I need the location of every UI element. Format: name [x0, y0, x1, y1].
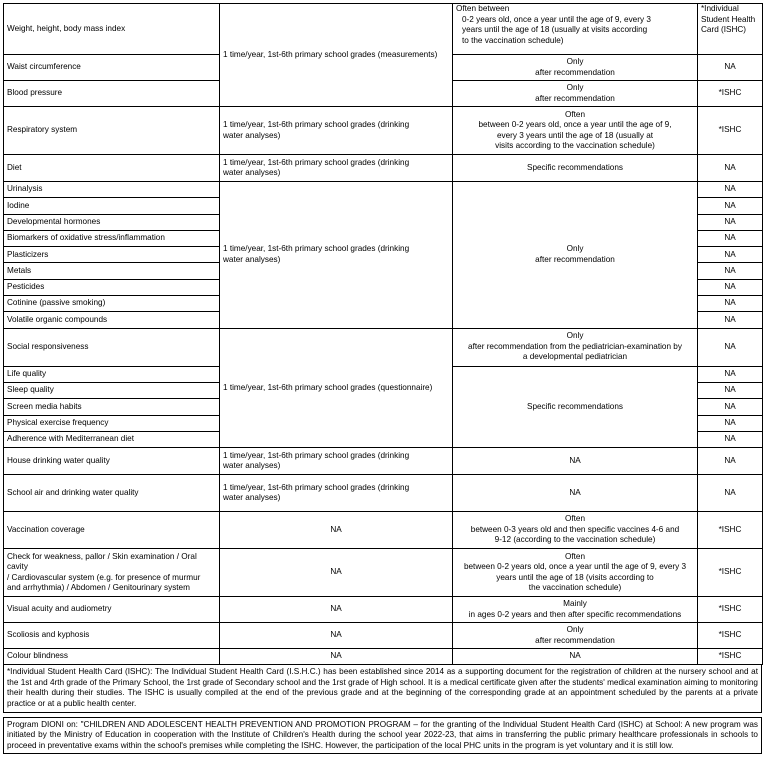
recommendation-cell	[453, 623, 698, 649]
text-line: water analyses)	[223, 168, 281, 177]
recommendation-cell: Specific recommendations	[453, 366, 698, 447]
parameter-cell: Respiratory system	[4, 107, 220, 155]
table-row	[4, 4, 763, 55]
frequency-cell: NA	[220, 549, 453, 597]
recommendation-cell: Specific recommendations	[453, 155, 698, 182]
table-row	[4, 512, 763, 549]
card-cell: NA	[698, 431, 763, 447]
text-line: 1 time/year, 1st-6th primary school grades (drinking	[223, 482, 410, 492]
card-cell: NA	[698, 55, 763, 81]
parameter-cell: Weight, height, body mass index	[4, 4, 220, 55]
recommendation-cell	[453, 328, 698, 366]
table-row	[4, 623, 763, 649]
card-cell: *ISHC	[698, 512, 763, 549]
card-cell: NA	[698, 279, 763, 295]
recommendation-cell	[453, 597, 698, 623]
frequency-cell: NA	[220, 512, 453, 549]
text-line: water analyses)	[223, 493, 281, 503]
recommendation-cell: NA	[453, 448, 698, 475]
recommendation-cell	[453, 81, 698, 107]
card-cell: *ISHC	[698, 623, 763, 649]
card-cell: *ISHC	[698, 649, 763, 665]
text-line: every 3 years until the age of 18 (usually at	[496, 130, 654, 140]
parameter-cell: Scoliosis and kyphosis	[4, 623, 220, 649]
card-cell: NA	[698, 198, 763, 214]
parameter-cell: Developmental hormones	[4, 214, 220, 230]
text-line: 1 time/year, 1st-6th primary school grades (drinking	[223, 157, 410, 167]
text-line: Student Health	[701, 14, 756, 24]
table-row	[4, 328, 763, 366]
table-row	[4, 549, 763, 597]
recommendation-cell: NA	[453, 475, 698, 512]
parameter-cell: Plasticizers	[4, 247, 220, 263]
text-line: 1 time/year, 1st-6th primary school grades (drinking	[223, 450, 410, 460]
frequency-cell	[220, 475, 453, 512]
text-line: Often	[564, 551, 586, 561]
parameter-cell: Colour blindness	[4, 649, 220, 665]
parameter-cell: School air and drinking water quality	[4, 475, 220, 512]
text-line: 1 time/year, 1st-6th primary school grades (drinking	[223, 120, 410, 129]
text-line: Often	[564, 514, 586, 524]
text-line: water analyses)	[223, 461, 281, 471]
card-cell: NA	[698, 214, 763, 230]
frequency-cell	[220, 448, 453, 475]
frequency-cell: NA	[220, 623, 453, 649]
card-cell: *ISHC	[698, 597, 763, 623]
card-cell: *ISHC	[698, 81, 763, 107]
text-line: Only	[566, 244, 584, 254]
frequency-cell: NA	[220, 597, 453, 623]
card-cell: NA	[698, 155, 763, 182]
table-row	[4, 475, 763, 512]
recommendation-cell	[453, 182, 698, 329]
parameter-cell: Social responsiveness	[4, 328, 220, 366]
text-line: *Individual	[701, 4, 739, 13]
card-cell: NA	[698, 415, 763, 431]
card-cell: NA	[698, 263, 763, 279]
card-cell: NA	[698, 448, 763, 475]
program-footnote: Program DIONI on: "CHILDREN AND ADOLESCENT HEALTH PREVENTION AND PROMOTION PROGRAM – for the granting of the Individual Student Health Card (ISHC) at School: A new program was initiated by the Ministry of Education in cooperation with the Institute of Children's Health during the school year 2022-23, that aims in transferring the public primary healthcare professionals in schools to proceed in preventative exams within the school's premises while completing the ISHC. However, the participation of the local PHC units in the program is yet voluntary and it is still low.	[3, 717, 762, 755]
text-line: Often	[564, 109, 586, 119]
card-cell: NA	[698, 230, 763, 246]
screening-table	[3, 3, 763, 665]
parameter-cell: Metals	[4, 263, 220, 279]
parameter-cell: Waist circumference	[4, 55, 220, 81]
text-line: Only	[566, 331, 584, 341]
frequency-cell: NA	[220, 649, 453, 665]
text-line: and arrhythmia) / Abdomen / Genitourinary system	[7, 583, 190, 593]
recommendation-cell	[453, 512, 698, 549]
text-line: after recommendation	[535, 635, 615, 645]
parameter-cell: Life quality	[4, 366, 220, 382]
recommendation-cell	[453, 55, 698, 81]
text-line: Card (ISHC)	[701, 25, 747, 34]
text-line: Only	[566, 625, 584, 635]
text-line: after recommendation	[535, 93, 615, 103]
parameter-cell: Cotinine (passive smoking)	[4, 296, 220, 312]
parameter-cell: Blood pressure	[4, 81, 220, 107]
parameter-cell: Urinalysis	[4, 182, 220, 198]
text-line: 1 time/year, 1st-6th primary school grades (drinking	[223, 244, 410, 254]
text-line: years until the age of 18 (usually at visits according	[462, 25, 648, 34]
text-line: between 0-3 years old and then specific vaccines 4-6 and	[470, 524, 680, 534]
parameter-cell: Iodine	[4, 198, 220, 214]
frequency-cell	[220, 155, 453, 182]
table-row	[4, 448, 763, 475]
recommendation-cell	[453, 107, 698, 155]
parameter-cell: Volatile organic compounds	[4, 312, 220, 328]
text-line: Often between	[456, 4, 510, 13]
table-row	[4, 107, 763, 155]
recommendation-cell	[453, 549, 698, 597]
text-line: 9-12 (according to the vaccination schedule)	[494, 535, 656, 545]
parameter-cell: Biomarkers of oxidative stress/inflammation	[4, 230, 220, 246]
text-line: after recommendation	[535, 254, 615, 264]
frequency-cell	[220, 107, 453, 155]
parameter-cell: Adherence with Mediterranean diet	[4, 431, 220, 447]
table-row	[4, 649, 763, 665]
card-cell: NA	[698, 399, 763, 415]
parameter-cell: Vaccination coverage	[4, 512, 220, 549]
document	[3, 3, 762, 754]
text-line: Only	[566, 83, 584, 92]
text-line: a developmental pediatrician	[522, 352, 628, 362]
parameter-cell: Diet	[4, 155, 220, 182]
text-line: after recommendation from the pediatrician-examination by	[468, 341, 682, 351]
table-row	[4, 155, 763, 182]
text-line: Only	[566, 57, 584, 66]
card-cell: NA	[698, 247, 763, 263]
text-line: visits according to the vaccination schedule)	[495, 141, 655, 150]
text-line: water analyses)	[223, 254, 281, 264]
table-row	[4, 597, 763, 623]
parameter-cell: House drinking water quality	[4, 448, 220, 475]
parameter-cell: Screen media habits	[4, 399, 220, 415]
card-cell: *ISHC	[698, 107, 763, 155]
parameter-cell	[4, 549, 220, 597]
text-line: / Cardiovascular system (e.g. for presence of murmur	[7, 572, 201, 582]
text-line: between 0-2 years old, once a year until the age of 9, every 3	[463, 562, 687, 572]
frequency-cell: 1 time/year, 1st-6th primary school grades (measurements)	[220, 4, 453, 107]
card-cell: NA	[698, 366, 763, 382]
card-cell: *ISHC	[698, 549, 763, 597]
text-line: years until the age of 18 (visits according to	[496, 572, 654, 582]
card-cell: NA	[698, 475, 763, 512]
text-line: water analyses)	[223, 130, 281, 140]
ishc-footnote: *Individual Student Health Card (ISHC): The Individual Student Health Card (I.S.H.C.) has been established since 2014 as a supporting document for the registration of children at the nursery school and at the 1st and 4rth grade of the Primary School, the 1rst grade of Secondary school and the 1rst grade of High school. It is a medical certificate given after the students' medical examination aiming to monitoring their health during their studies. The ISHC is usually compiled at the end of the previous grade and at the beginning of the corresponding grade at an appointment scheduled by the parents at a private practice or at a public health center.	[3, 665, 762, 712]
text-line: between 0-2 years old, once a year until the age of 9,	[478, 120, 672, 129]
parameter-cell: Physical exercise frequency	[4, 415, 220, 431]
frequency-cell: 1 time/year, 1st-6th primary school grades (questionnaire)	[220, 328, 453, 447]
recommendation-cell	[453, 4, 698, 55]
table-row	[4, 182, 763, 198]
card-cell: NA	[698, 382, 763, 398]
card-cell: NA	[698, 328, 763, 366]
text-line: 0-2 years old, once a year until the age of 9, every 3	[462, 14, 651, 24]
frequency-cell	[220, 182, 453, 329]
text-line: Mainly	[563, 599, 587, 609]
parameter-cell: Pesticides	[4, 279, 220, 295]
card-cell: NA	[698, 296, 763, 312]
text-line: in ages 0-2 years and then after specific recommendations	[468, 609, 682, 619]
card-cell	[698, 4, 763, 55]
text-line: after recommendation	[535, 67, 615, 77]
card-cell: NA	[698, 182, 763, 198]
text-line: Check for weakness, pallor / Skin examination / Oral cavity	[7, 551, 197, 572]
parameter-cell: Visual acuity and audiometry	[4, 597, 220, 623]
recommendation-cell: NA	[453, 649, 698, 665]
text-line: to the vaccination schedule)	[462, 35, 564, 45]
card-cell: NA	[698, 312, 763, 328]
parameter-cell: Sleep quality	[4, 382, 220, 398]
text-line: the vaccination schedule)	[528, 583, 622, 593]
